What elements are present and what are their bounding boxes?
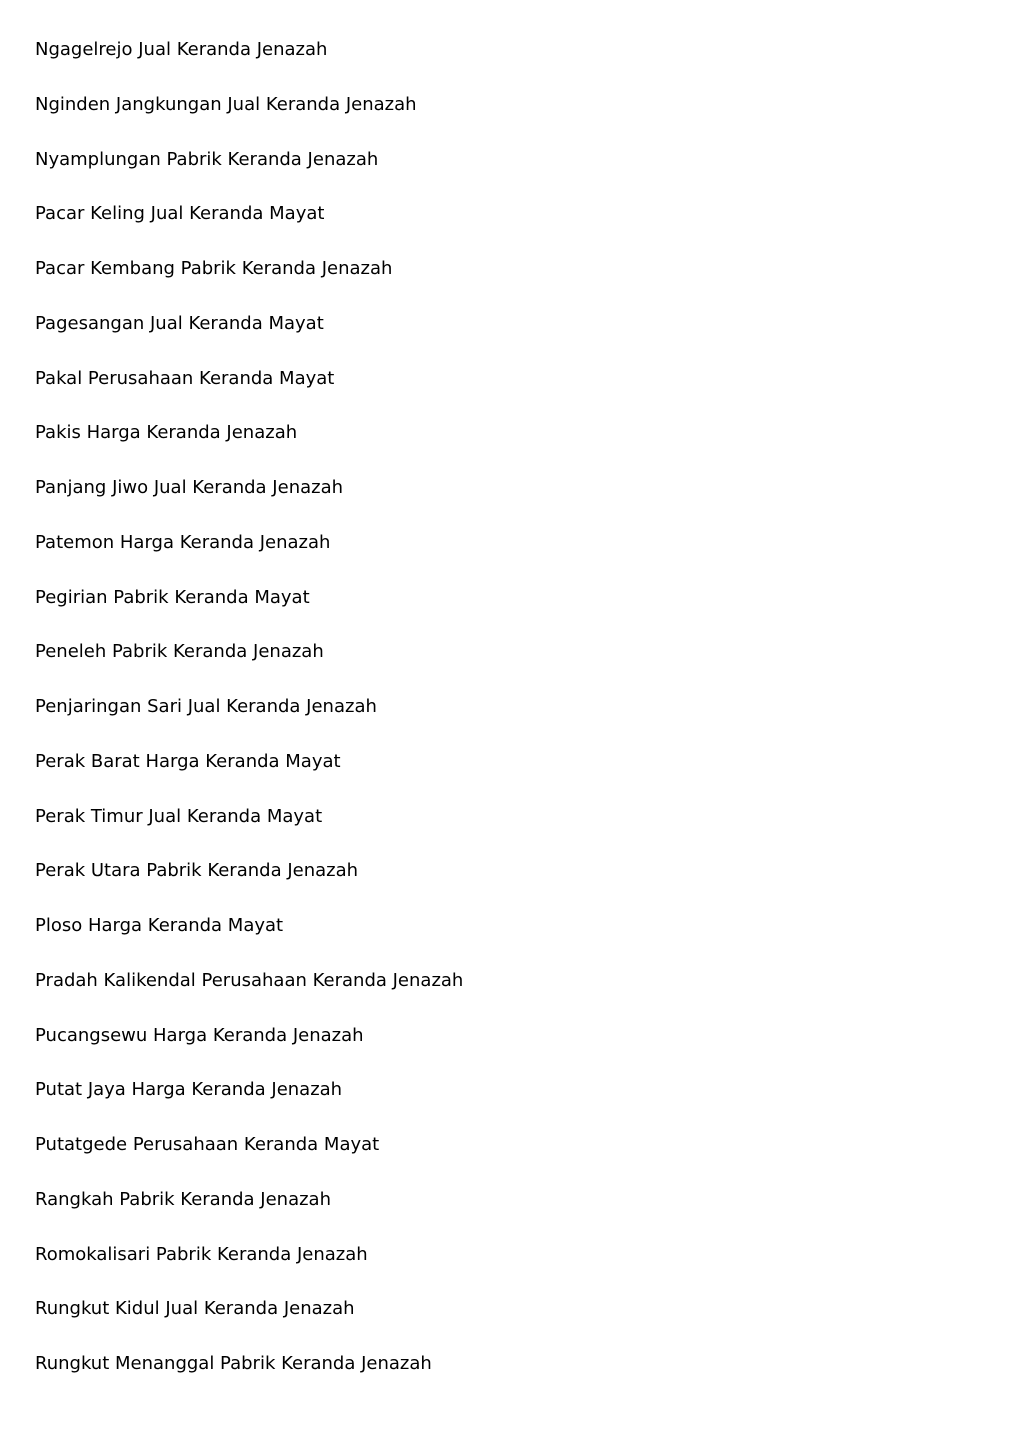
list-item: Perak Utara Pabrik Keranda Jenazah [35,860,359,882]
list-item: Nyamplungan Pabrik Keranda Jenazah [35,148,379,170]
list-item: Panjang Jiwo Jual Keranda Jenazah [35,477,344,498]
list-item: Putat Jaya Harga Keranda Jenazah [35,1079,343,1101]
list-item: Pegirian Pabrik Keranda Mayat [35,586,310,608]
list-item: Pacar Keling Jual Keranda Mayat [35,203,325,225]
list-item: Penjaringan Sari Jual Keranda Jenazah [35,696,377,717]
list-item: Ngagelrejo Jual Keranda Jenazah [35,39,328,60]
list-item: Pakal Perusahaan Keranda Mayat [35,367,335,389]
location-list [35,36,463,1405]
list-item: Peneleh Pabrik Keranda Jenazah [35,641,324,663]
list-item: Pradah Kalikendal Perusahaan Keranda Jenazah [35,969,464,991]
list-item: Ploso Harga Keranda Mayat [35,915,284,936]
list-item: Rungkut Menanggal Pabrik Keranda Jenazah [35,1353,432,1374]
list-item: Romokalisari Pabrik Keranda Jenazah [35,1243,368,1265]
list-item: Pucangsewu Harga Keranda Jenazah [35,1024,364,1046]
list-item: Rungkut Kidul Jual Keranda Jenazah [35,1298,355,1320]
list-item: Pakis Harga Keranda Jenazah [35,422,298,444]
list-item: Rangkah Pabrik Keranda Jenazah [35,1188,331,1210]
list-item: Perak Barat Harga Keranda Mayat [35,750,341,772]
list-item: Pacar Kembang Pabrik Keranda Jenazah [35,258,393,279]
list-item: Pagesangan Jual Keranda Mayat [35,312,324,334]
list-item: Patemon Harga Keranda Jenazah [35,531,331,553]
list-item: Putatgede Perusahaan Keranda Mayat [35,1134,380,1155]
list-item: Nginden Jangkungan Jual Keranda Jenazah [35,93,417,115]
list-item: Perak Timur Jual Keranda Mayat [35,805,323,827]
